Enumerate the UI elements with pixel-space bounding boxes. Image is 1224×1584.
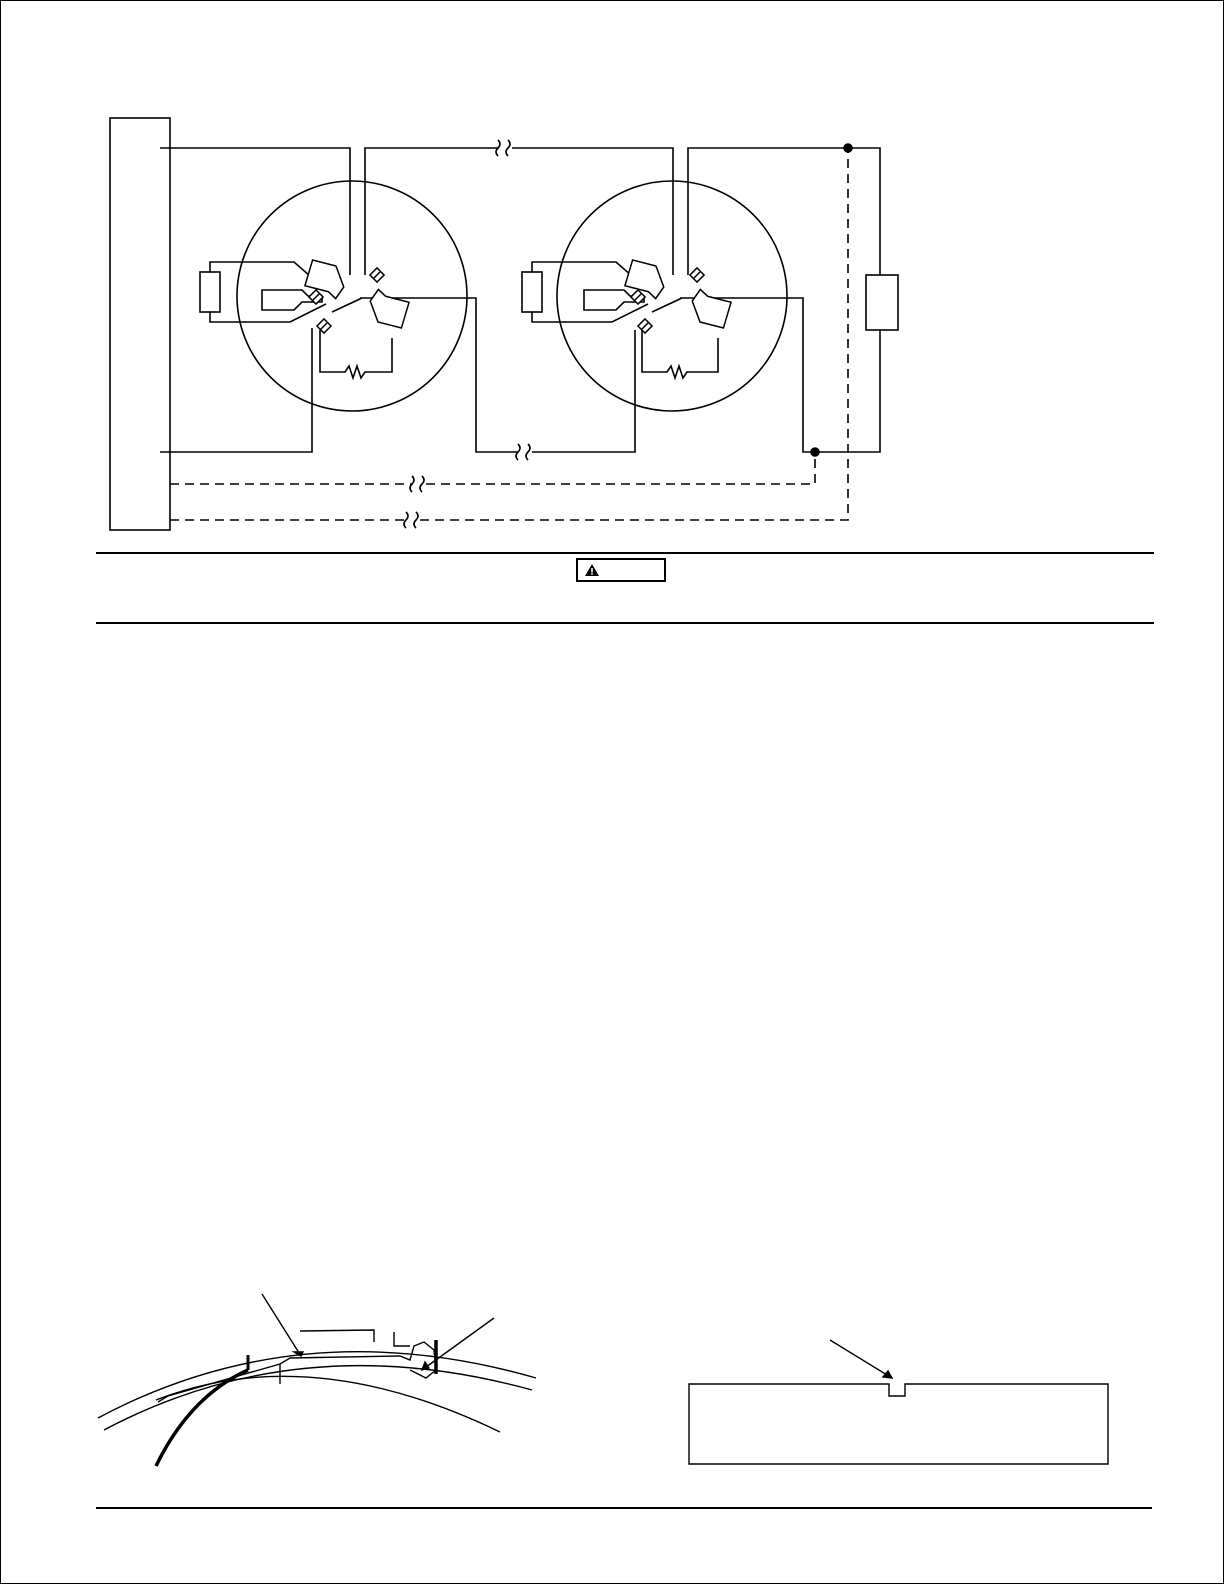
- wire-top-1: [160, 148, 350, 275]
- wiring-diagram: [110, 118, 898, 530]
- ring-leader-1: [262, 1294, 301, 1356]
- notch-leader: [830, 1340, 892, 1378]
- wire-top-2: [365, 148, 498, 275]
- warning-triangle-icon: [584, 563, 600, 577]
- notch-detail: [689, 1340, 1108, 1464]
- junction-dot-bottom: [811, 448, 819, 456]
- warning-badge: [576, 558, 666, 582]
- eol-resistor-box: [866, 275, 898, 330]
- ring-detail: [98, 1294, 536, 1466]
- wire-top-3: [688, 148, 880, 275]
- detector-base-1: [200, 181, 467, 411]
- wire-bottom-1: [160, 328, 312, 452]
- ring-leader-2: [422, 1318, 494, 1370]
- detector-base-2: [522, 181, 787, 411]
- junction-dot-top: [844, 144, 852, 152]
- control-panel-box: [110, 118, 170, 530]
